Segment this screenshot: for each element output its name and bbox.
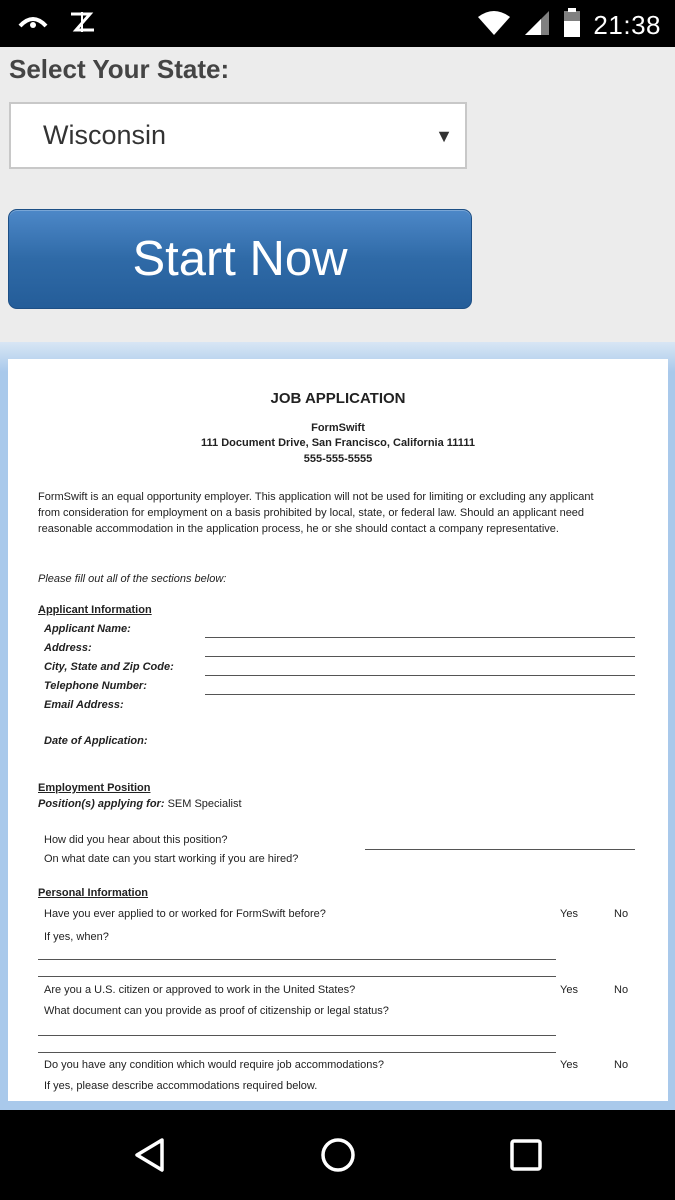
back-icon bbox=[130, 1135, 170, 1175]
city-label: City, State and Zip Code: bbox=[44, 661, 174, 673]
answer-line bbox=[38, 1035, 556, 1036]
yes-option: Yes bbox=[560, 1059, 578, 1071]
document-preview[interactable] bbox=[8, 359, 668, 1101]
start-now-button[interactable] bbox=[8, 209, 472, 309]
date-label: Date of Application: bbox=[44, 735, 148, 747]
telephone-label: Telephone Number: bbox=[44, 680, 147, 692]
hear-about-line bbox=[365, 849, 635, 850]
question-citizen: Are you a U.S. citizen or approved to work in the United States? bbox=[44, 984, 356, 996]
back-button[interactable] bbox=[130, 1135, 170, 1175]
cloud-sync-icon bbox=[18, 12, 48, 37]
status-bar bbox=[0, 0, 675, 47]
telephone-line bbox=[205, 694, 635, 695]
email-label: Email Address: bbox=[44, 699, 124, 711]
signal-app-icon bbox=[68, 10, 96, 39]
question-applied-when: If yes, when? bbox=[44, 931, 109, 943]
home-button[interactable] bbox=[318, 1135, 358, 1175]
wifi-icon bbox=[477, 9, 511, 42]
question-accommodations-describe: If yes, please describe accommodations required below. bbox=[44, 1080, 318, 1092]
doc-intro: FormSwift is an equal opportunity employer. This application will not be used for limiting or excluding any applicant from consideration for employment on a basis prohibited by local, state, or federal law. Should an applicant need reasonable accommodation in the application process, he or she should contact a company representative. bbox=[38, 491, 594, 535]
city-line bbox=[205, 675, 635, 676]
state-select-value: Wisconsin bbox=[43, 120, 167, 150]
position-value: SEM Specialist bbox=[167, 798, 242, 810]
doc-address: 111 Document Drive, San Francisco, California 11111 bbox=[201, 437, 475, 449]
answer-line bbox=[38, 959, 556, 960]
applicant-name-line bbox=[205, 637, 635, 638]
applicant-name-label: Applicant Name: bbox=[44, 623, 131, 635]
state-select[interactable] bbox=[9, 102, 467, 169]
recents-button[interactable] bbox=[506, 1135, 546, 1175]
answer-line bbox=[38, 976, 556, 977]
state-label: Select Your State: bbox=[9, 54, 230, 84]
doc-instructions: Please fill out all of the sections below: bbox=[38, 573, 227, 585]
hear-about-label: How did you hear about this position? bbox=[44, 834, 228, 846]
start-date-label: On what date can you start working if you are hired? bbox=[44, 853, 299, 865]
navigation-bar bbox=[0, 1110, 675, 1200]
no-option: No bbox=[614, 1059, 629, 1071]
yes-option: Yes bbox=[560, 984, 578, 996]
doc-title: JOB APPLICATION bbox=[270, 390, 406, 407]
applicant-info-heading: Applicant Information bbox=[38, 604, 152, 616]
doc-company: FormSwift bbox=[311, 422, 365, 434]
start-now-label: Start Now bbox=[132, 232, 348, 286]
doc-phone: 555-555-5555 bbox=[303, 453, 373, 465]
dropdown-arrow-icon: ▼ bbox=[435, 126, 453, 146]
question-applied-before: Have you ever applied to or worked for FormSwift before? bbox=[44, 908, 326, 920]
battery-icon bbox=[563, 8, 581, 43]
cell-signal-icon bbox=[523, 9, 551, 42]
address-line bbox=[205, 656, 635, 657]
personal-heading: Personal Information bbox=[38, 887, 149, 899]
employment-heading: Employment Position bbox=[38, 782, 151, 794]
home-icon bbox=[318, 1135, 358, 1175]
address-label: Address: bbox=[44, 642, 92, 654]
recents-icon bbox=[506, 1135, 546, 1175]
question-accommodations: Do you have any condition which would require job accommodations? bbox=[44, 1059, 384, 1071]
position-label: Position(s) applying for: bbox=[38, 798, 165, 810]
clock: 21:38 bbox=[593, 10, 661, 40]
question-citizen-proof: What document can you provide as proof of citizenship or legal status? bbox=[44, 1005, 389, 1017]
position-row bbox=[38, 798, 242, 810]
no-option: No bbox=[614, 984, 629, 996]
no-option: No bbox=[614, 908, 629, 920]
yes-option: Yes bbox=[560, 908, 578, 920]
answer-line bbox=[38, 1052, 556, 1053]
